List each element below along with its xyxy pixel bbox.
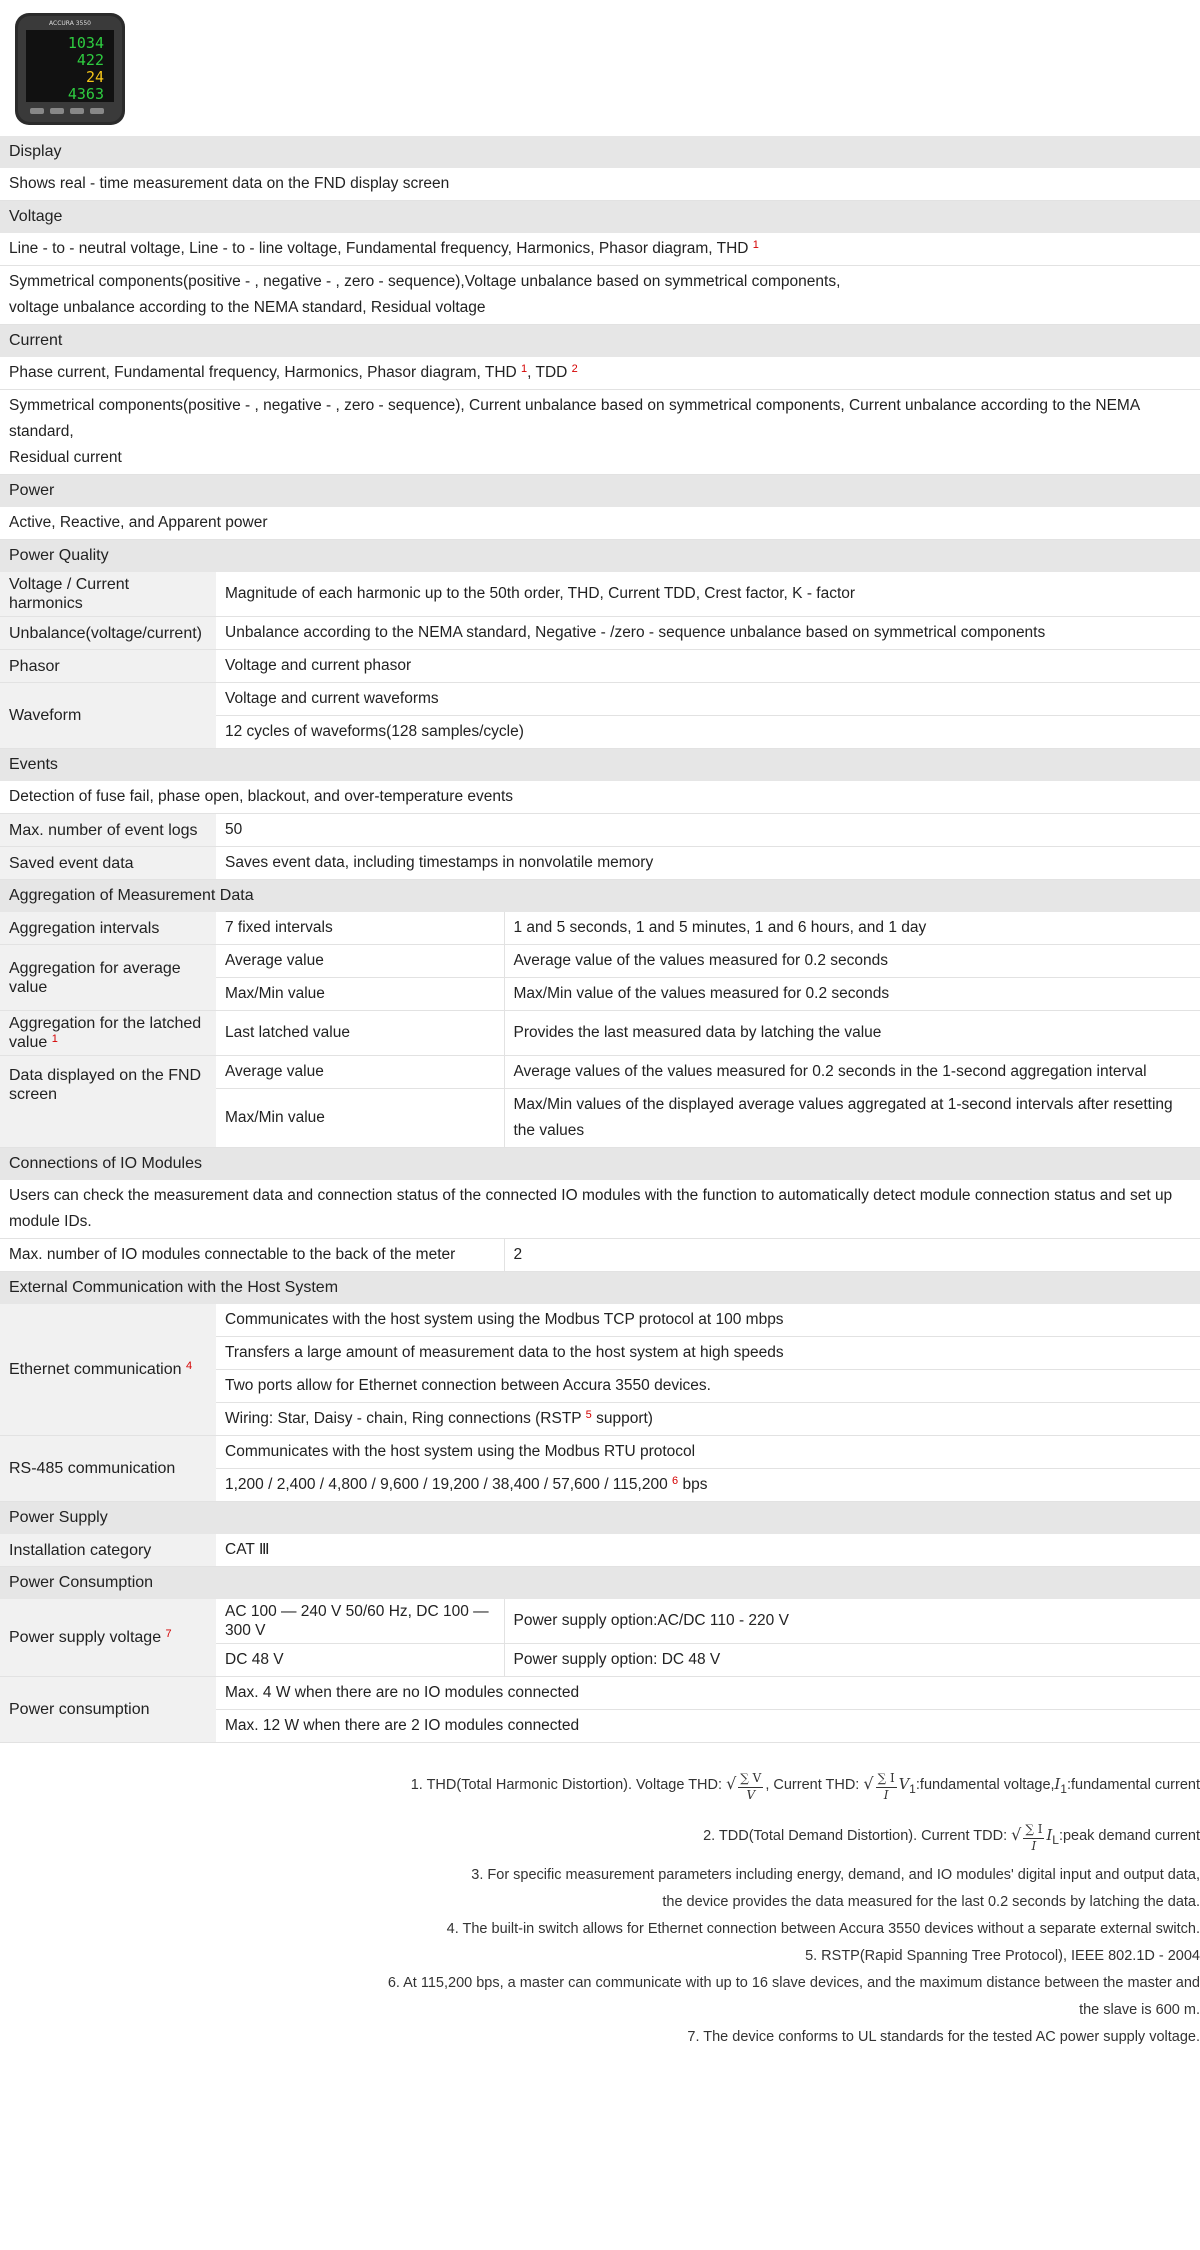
agg-fnd-label: Data displayed on the FND screen: [0, 1056, 216, 1148]
reading-2: 422: [76, 51, 104, 69]
supply-voltage-mid-2: DC 48 V: [216, 1644, 504, 1677]
section-aggregation: Aggregation of Measurement Data: [0, 880, 1200, 913]
io-max-value: 2: [504, 1239, 1200, 1272]
io-max-label: Max. number of IO modules connectable to the back of the meter: [0, 1239, 504, 1272]
pq-phasor-value: Voltage and current phasor: [216, 650, 1200, 683]
reading-3: 24: [85, 68, 104, 86]
voltage-line2: Symmetrical components(positive - , negative - , zero - sequence),Voltage unbalance based on symmetrical components, voltage unbalance according to the NEMA standard, Residual voltage: [0, 266, 1200, 325]
agg-fnd-mid-1: Average value: [216, 1056, 504, 1089]
footnote-6b: the slave is 600 m.: [1079, 2001, 1200, 2018]
io-desc: Users can check the measurement data and connection status of the connected IO modules with the function to automatically detect module connection status and set up module IDs.: [0, 1180, 1200, 1239]
agg-average-right-2: Max/Min value of the values measured for 0.2 seconds: [504, 978, 1200, 1011]
agg-intervals-right: 1 and 5 seconds, 1 and 5 minutes, 1 and 6 hours, and 1 day: [504, 912, 1200, 945]
current-line1: Phase current, Fundamental frequency, Harmonics, Phasor diagram, THD $^1$, TDD $^2$: [0, 357, 1200, 390]
agg-latched-right: Provides the last measured data by latching the value: [504, 1011, 1200, 1056]
events-max-value: 50: [216, 814, 1200, 847]
footnotes: [50, 1760, 1200, 2051]
footnote-6a: 6. At 115,200 bps, a master can communicate with up to 16 slave devices, and the maximum distance between the master and: [387, 1974, 1200, 1991]
section-current: Current: [0, 325, 1200, 358]
product-image: [14, 12, 126, 126]
section-display: Display: [0, 136, 1200, 168]
supply-category-label: Installation category: [0, 1534, 216, 1567]
reading-1: 1034: [67, 34, 104, 52]
current-line2: Symmetrical components(positive - , negative - , zero - sequence), Current unbalance based on symmetrical components, Current unbalance according to the NEMA standard, Residual current: [0, 390, 1200, 475]
power-desc: Active, Reactive, and Apparent power: [0, 507, 1200, 540]
agg-latched-label: Aggregation for the latched value $^1$: [0, 1011, 216, 1056]
section-power-supply: Power Supply: [0, 1502, 1200, 1535]
comm-ethernet-1: Communicates with the host system using the Modbus TCP protocol at 100 mbps: [216, 1304, 1200, 1337]
footnote-7: 7. The device conforms to UL standards for the tested AC power supply voltage.: [687, 2028, 1200, 2045]
footnote-3b: the device provides the data measured for the last 0.2 seconds by latching the data.: [662, 1893, 1200, 1910]
comm-ethernet-2: Transfers a large amount of measurement data to the host system at high speeds: [216, 1337, 1200, 1370]
pq-unbalance-value: Unbalance according to the NEMA standard, Negative - /zero - sequence unbalance based on symmetrical components: [216, 617, 1200, 650]
comm-rs485-1: Communicates with the host system using the Modbus RTU protocol: [216, 1436, 1200, 1469]
section-io-modules: Connections of IO Modules: [0, 1148, 1200, 1181]
comm-ethernet-3: Two ports allow for Ethernet connection between Accura 3550 devices.: [216, 1370, 1200, 1403]
events-saved-value: Saves event data, including timestamps in nonvolatile memory: [216, 847, 1200, 880]
agg-average-label: Aggregation for average value: [0, 945, 216, 1011]
agg-fnd-mid-2: Max/Min value: [216, 1089, 504, 1148]
pq-phasor-label: Phasor: [0, 650, 216, 683]
comm-rs485-2: 1,200 / 2,400 / 4,800 / 9,600 / 19,200 / 38,400 / 57,600 / 115,200 $^6$ bps: [216, 1469, 1200, 1502]
comm-ethernet-label: Ethernet communication $^4$: [0, 1304, 216, 1436]
agg-intervals-label: Aggregation intervals: [0, 912, 216, 945]
comm-rs485-label: RS-485 communication: [0, 1436, 216, 1502]
agg-average-mid-1: Average value: [216, 945, 504, 978]
consumption-1: Max. 4 W when there are no IO modules connected: [216, 1677, 1200, 1710]
comm-ethernet-4: Wiring: Star, Daisy - chain, Ring connections (RSTP $^5$ support): [216, 1403, 1200, 1436]
pq-waveform-label: Waveform: [0, 683, 216, 749]
section-power-quality: Power Quality: [0, 540, 1200, 573]
section-voltage: Voltage: [0, 201, 1200, 234]
agg-fnd-right-2: Max/Min values of the displayed average values aggregated at 1-second intervals after resetting the values: [504, 1089, 1200, 1148]
events-max-label: Max. number of event logs: [0, 814, 216, 847]
footnote-4: 4. The built-in switch allows for Ethernet connection between Accura 3550 devices without a separate external switch.: [446, 1920, 1200, 1937]
pq-harmonics-value: Magnitude of each harmonic up to the 50th order, THD, Current TDD, Crest factor, K - factor: [216, 572, 1200, 617]
footnote-5: 5. RSTP(Rapid Spanning Tree Protocol), IEEE 802.1D - 2004: [805, 1947, 1200, 1964]
events-desc: Detection of fuse fail, phase open, blackout, and over-temperature events: [0, 781, 1200, 814]
spec-table: [0, 136, 1200, 1743]
footnote-2: 2. TDD(Total Demand Distortion). Current TDD: √ $\frac{\sum I}{I}$ $I_L:peak$ demand current: [703, 1821, 1200, 1853]
footnote-1: 1. THD(Total Harmonic Distortion). Voltage THD: √ $\frac{\sum V}{V}$ , Current THD: √ $\frac{\sum I}{I}$ $V_1:fundamental$ $voltage,I_1:fundamental$ current: [410, 1770, 1200, 1802]
section-power-consumption: Power Consumption: [0, 1567, 1200, 1600]
agg-average-mid-2: Max/Min value: [216, 978, 504, 1011]
voltage-line1: Line - to - neutral voltage, Line - to - line voltage, Fundamental frequency, Harmonics, Phasor diagram, THD $^1$: [0, 233, 1200, 266]
pq-waveform-value-1: Voltage and current waveforms: [216, 683, 1200, 716]
consumption-2: Max. 12 W when there are 2 IO modules connected: [216, 1710, 1200, 1743]
display-desc: Shows real - time measurement data on the FND display screen: [0, 168, 1200, 201]
supply-voltage-right-1: Power supply option:AC/DC 110 - 220 V: [504, 1599, 1200, 1644]
pq-harmonics-label: Voltage / Current harmonics: [0, 572, 216, 617]
agg-average-right-1: Average value of the values measured for 0.2 seconds: [504, 945, 1200, 978]
model-label: ACCURA 3550: [49, 20, 91, 27]
pq-unbalance-label: Unbalance(voltage/current): [0, 617, 216, 650]
supply-category-value: CAT Ⅲ: [216, 1534, 1200, 1567]
section-power: Power: [0, 475, 1200, 508]
agg-intervals-mid: 7 fixed intervals: [216, 912, 504, 945]
events-saved-label: Saved event data: [0, 847, 216, 880]
supply-voltage-right-2: Power supply option: DC 48 V: [504, 1644, 1200, 1677]
agg-latched-mid: Last latched value: [216, 1011, 504, 1056]
section-events: Events: [0, 749, 1200, 782]
section-communication: External Communication with the Host System: [0, 1272, 1200, 1305]
consumption-label: Power consumption: [0, 1677, 216, 1743]
supply-voltage-label: Power supply voltage $^7$: [0, 1599, 216, 1677]
supply-voltage-mid-1: AC 100 — 240 V 50/60 Hz, DC 100 — 300 V: [216, 1599, 504, 1644]
pq-waveform-value-2: 12 cycles of waveforms(128 samples/cycle): [216, 716, 1200, 749]
footnote-3a: 3. For specific measurement parameters including energy, demand, and IO modules' digital input and output data,: [471, 1866, 1200, 1883]
agg-fnd-right-1: Average values of the values measured for 0.2 seconds in the 1-second aggregation interval: [504, 1056, 1200, 1089]
reading-4: 4363: [67, 85, 104, 103]
